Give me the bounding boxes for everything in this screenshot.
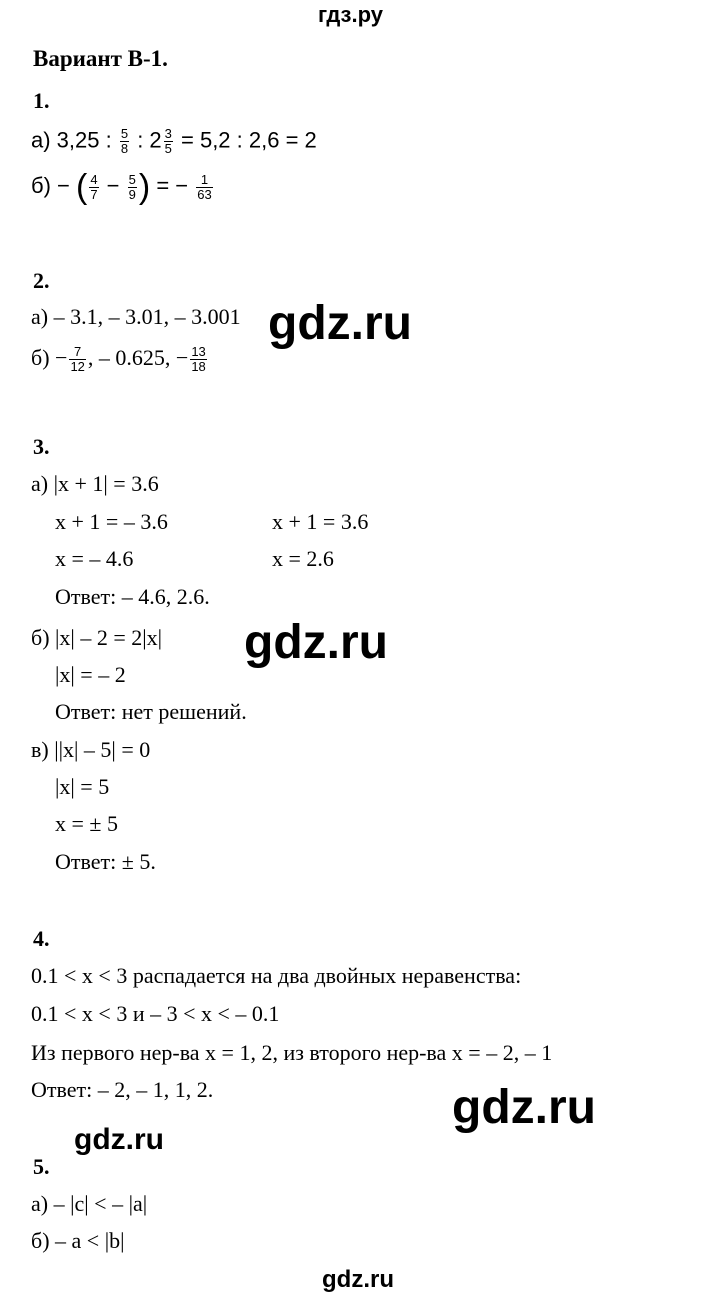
left-paren: ( [76,168,88,206]
section-2-line-a: а) – 3.1, – 3.01, – 3.001 [31,304,241,329]
fraction-denominator: 9 [128,186,136,202]
section-3-c-answer: Ответ: ± 5. [55,849,156,874]
section-3-number: 3. [33,434,50,459]
s1-a-mid: : 2 [131,127,162,153]
fraction [120,127,129,156]
section-3-b-answer: Ответ: нет решений. [55,699,247,724]
s2-b-mid: , – 0.625, − [87,345,189,370]
section-2-number: 2. [33,268,50,293]
watermark: gdz.ru [244,616,388,669]
fraction-numerator: 5 [120,126,129,141]
section-3-c-eq1: |x| = 5 [55,774,110,799]
fraction-numerator: 5 [128,171,136,187]
s1-a-suffix: = 5,2 : 2,6 = 2 [174,127,317,153]
s1-b-equals: = − [150,172,195,198]
fraction [89,173,98,202]
section-4-line-1: 0.1 < x < 3 распадается на два двойных неравенства: [31,963,522,988]
fraction [128,173,137,202]
section-4-line-2: 0.1 < x < 3 и – 3 < x < – 0.1 [31,1001,280,1026]
fraction [69,345,85,374]
fraction [196,173,212,202]
fraction-denominator: 12 [70,359,85,375]
fraction-denominator: 63 [197,186,212,202]
s1-b-prefix: б) − [31,172,76,198]
section-4-answer: Ответ: – 2, – 1, 1, 2. [31,1077,214,1102]
fraction [164,127,173,156]
section-3-line-a: а) |x + 1| = 3.6 [31,471,159,496]
fraction-denominator: 5 [164,141,172,156]
section-3-b-eq1: |x| = – 2 [55,662,126,687]
section-5-number: 5. [33,1154,50,1179]
site-header: гдз.ру [318,2,383,27]
fraction-numerator: 13 [191,344,206,360]
section-3-line-b: б) |x| – 2 = 2|x| [31,625,163,650]
section-1-number: 1. [33,88,50,113]
section-1-line-a [31,127,317,156]
section-5-line-a: а) – |c| < – |a| [31,1191,148,1216]
fraction-denominator: 8 [120,141,129,156]
section-3-a-eq1-left: x + 1 = – 3.6 [55,509,168,534]
watermark: gdz.ru [322,1266,394,1293]
fraction-denominator: 18 [191,359,206,375]
section-3-a-eq2-right: x = 2.6 [272,546,334,571]
watermark: gdz.ru [268,297,412,350]
fraction [190,345,206,374]
section-3-a-answer: Ответ: – 4.6, 2.6. [55,584,210,609]
fraction-numerator: 4 [90,171,98,187]
fraction-numerator: 3 [164,126,172,141]
fraction-numerator: 7 [74,344,82,360]
right-paren: ) [138,168,151,206]
fraction-denominator: 7 [90,186,98,202]
section-5-line-b: б) – a < |b| [31,1228,125,1253]
section-3-a-eq2-left: x = – 4.6 [55,546,134,571]
section-3-a-eq1-right: x + 1 = 3.6 [272,509,369,534]
section-3-line-c: в) ||x| – 5| = 0 [31,737,151,762]
section-2-line-b [31,345,209,374]
s1-a-prefix: а) 3,25 : [31,127,118,153]
watermark: gdz.ru [452,1081,596,1134]
section-4-line-3: Из первого нер-ва x = 1, 2, из второго нер-ва x = – 2, – 1 [31,1040,553,1065]
section-4-number: 4. [33,926,50,951]
fraction-numerator: 1 [200,171,209,187]
variant-title: Вариант В-1. [33,46,168,71]
s1-b-minus: − [100,172,126,198]
watermark: gdz.ru [74,1123,164,1156]
s2-b-prefix: б) − [31,345,68,370]
section-3-c-eq2: x = ± 5 [55,811,118,836]
section-1-line-b [31,170,215,204]
